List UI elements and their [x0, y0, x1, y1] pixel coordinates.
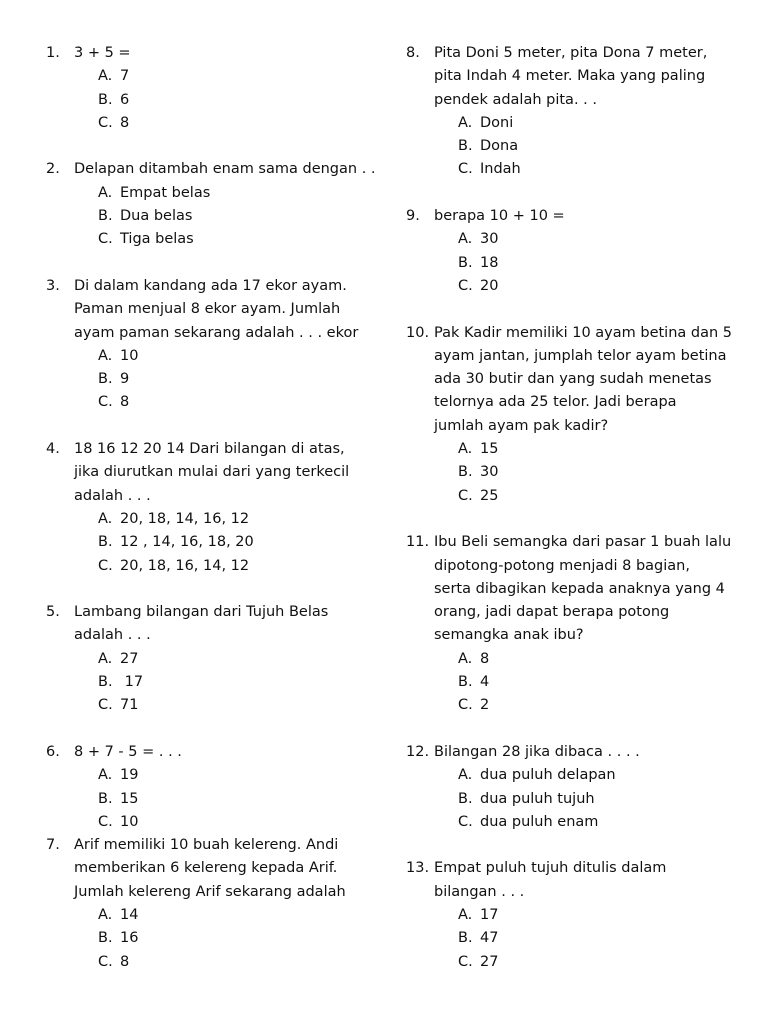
option-letter: C. — [98, 394, 113, 411]
option-letter: C. — [458, 953, 473, 970]
option-text: 20 — [480, 277, 499, 294]
option-text: 14 — [120, 906, 139, 923]
option-text: 10 — [120, 347, 139, 364]
option-text: 6 — [120, 91, 130, 108]
option-letter: B. — [98, 208, 113, 225]
question-text-line — [406, 578, 736, 601]
option-text: 15 — [480, 441, 499, 458]
option-letter: C. — [458, 697, 473, 714]
question-text-line — [46, 461, 376, 484]
question-item — [406, 531, 736, 717]
option-text: 12 , 14, 16, 18, 20 — [120, 534, 254, 551]
option-letter: A. — [98, 347, 113, 364]
option-text: 8 — [120, 953, 130, 970]
option-text: 8 — [120, 114, 130, 131]
question-text: Lambang bilangan dari Tujuh Belas — [74, 604, 329, 621]
answer-option — [406, 927, 736, 950]
question-text: Empat puluh tujuh ditulis dalam — [434, 860, 667, 877]
question-text: ada 30 butir dan yang sudah menetas — [434, 371, 712, 388]
question-text-line — [406, 857, 736, 880]
option-text: 15 — [120, 790, 139, 807]
question-text-line — [46, 42, 376, 65]
answer-option — [46, 391, 376, 414]
answer-option — [406, 112, 736, 135]
question-text-line — [406, 42, 736, 65]
answer-option — [46, 927, 376, 950]
question-number: 1. — [46, 45, 60, 61]
question-item — [46, 741, 376, 834]
option-text: 9 — [120, 371, 130, 388]
option-letter: B. — [98, 534, 113, 551]
question-number: 4. — [46, 441, 60, 458]
question-text-line — [406, 368, 736, 391]
question-text: jika diurutkan mulai dari yang terkecil — [74, 464, 350, 481]
answer-option — [406, 764, 736, 787]
option-text: dua puluh delapan — [480, 767, 616, 784]
option-letter: C. — [98, 557, 113, 574]
spacer — [46, 135, 376, 158]
question-text-line — [406, 531, 736, 554]
option-text: 27 — [120, 650, 139, 667]
option-text: 8 — [120, 394, 130, 411]
question-text: jumlah ayam pak kadir? — [434, 417, 609, 434]
answer-option — [46, 112, 376, 135]
option-text: 17 — [480, 906, 499, 923]
option-letter: A. — [458, 767, 473, 784]
option-text: Indah — [480, 161, 521, 178]
question-text: semangka anak ibu? — [434, 627, 584, 644]
question-text: adalah . . . — [74, 487, 151, 504]
question-item — [46, 158, 376, 251]
option-text: 18 — [480, 254, 499, 271]
answer-option — [46, 951, 376, 974]
question-item — [46, 275, 376, 415]
question-text-line — [46, 298, 376, 321]
answer-option — [46, 764, 376, 787]
question-text: pendek adalah pita. . . — [434, 91, 597, 108]
option-letter: C. — [458, 161, 473, 178]
option-letter: A. — [458, 906, 473, 923]
option-text: Doni — [480, 114, 514, 131]
question-text-line — [406, 881, 736, 904]
option-letter: C. — [98, 813, 113, 830]
option-letter: A. — [98, 650, 113, 667]
question-text: adalah . . . — [74, 627, 151, 644]
option-text: 4 — [480, 674, 490, 691]
question-text-line — [406, 415, 736, 438]
spacer — [406, 718, 736, 741]
option-letter: A. — [98, 906, 113, 923]
answer-option — [46, 531, 376, 554]
spacer — [46, 718, 376, 741]
spacer — [406, 834, 736, 857]
question-item — [46, 834, 376, 974]
spacer — [46, 578, 376, 601]
option-letter: B. — [458, 930, 473, 947]
option-text: dua puluh enam — [480, 813, 599, 830]
answer-option — [406, 135, 736, 158]
answer-option — [46, 368, 376, 391]
option-letter: B. — [458, 138, 473, 155]
option-letter: B. — [458, 790, 473, 807]
option-letter: B. — [98, 91, 113, 108]
option-letter: A. — [98, 68, 113, 85]
answer-option — [46, 904, 376, 927]
option-letter: A. — [98, 510, 113, 527]
question-text: 8 + 7 - 5 = . . . — [74, 743, 182, 760]
question-number: 5. — [46, 604, 60, 621]
answer-option — [406, 951, 736, 974]
answer-option — [406, 228, 736, 251]
answer-option — [406, 904, 736, 927]
option-text: 20, 18, 14, 16, 12 — [120, 510, 250, 527]
option-text: 20, 18, 16, 14, 12 — [120, 557, 250, 574]
spacer — [406, 508, 736, 531]
option-text: Tiga belas — [120, 231, 194, 248]
right-column — [406, 42, 736, 974]
answer-option — [406, 811, 736, 834]
question-text: Di dalam kandang ada 17 ekor ayam. — [74, 277, 347, 294]
question-text-line — [46, 601, 376, 624]
question-text-line — [406, 205, 736, 228]
question-text: 18 16 12 20 14 Dari bilangan di atas, — [74, 441, 345, 458]
question-item — [46, 601, 376, 717]
answer-option — [406, 485, 736, 508]
option-text: 47 — [480, 930, 499, 947]
answer-option — [46, 671, 376, 694]
answer-option — [46, 345, 376, 368]
answer-option — [406, 158, 736, 181]
option-text: 2 — [480, 697, 490, 714]
question-text-line — [406, 65, 736, 88]
question-text-line — [46, 624, 376, 647]
question-text: Pita Doni 5 meter, pita Dona 7 meter, — [434, 45, 708, 61]
question-text: serta dibagikan kepada anaknya yang 4 — [434, 580, 725, 597]
answer-option — [406, 694, 736, 717]
question-text: Jumlah kelereng Arif sekarang adalah — [74, 883, 346, 900]
option-text: 71 — [120, 697, 139, 714]
option-text: 30 — [480, 231, 499, 248]
question-text-line — [46, 857, 376, 880]
option-text: 8 — [480, 650, 490, 667]
option-text: Dua belas — [120, 208, 193, 225]
answer-option — [46, 811, 376, 834]
question-item — [406, 205, 736, 298]
question-text: Ibu Beli semangka dari pasar 1 buah lalu — [434, 534, 732, 551]
question-text: dipotong-potong menjadi 8 bagian, — [434, 557, 690, 574]
question-number: 3. — [46, 277, 60, 294]
spacer — [406, 182, 736, 205]
question-text: bilangan . . . — [434, 883, 525, 900]
answer-option — [406, 648, 736, 671]
question-text: Pak Kadir memiliki 10 ayam betina dan 5 — [434, 324, 733, 341]
question-text-line — [406, 555, 736, 578]
question-text-line — [46, 158, 376, 181]
question-text-line — [46, 438, 376, 461]
question-text: berapa 10 + 10 = — [434, 208, 565, 225]
question-number: 13. — [406, 860, 430, 877]
option-letter: B. — [458, 254, 473, 271]
question-number: 9. — [406, 208, 420, 225]
question-text: Paman menjual 8 ekor ayam. Jumlah — [74, 301, 341, 318]
question-text-line — [406, 391, 736, 414]
option-letter: B. — [458, 674, 473, 691]
spacer — [406, 298, 736, 321]
option-text: Empat belas — [120, 184, 211, 201]
answer-option — [46, 65, 376, 88]
question-text-line — [406, 345, 736, 368]
question-text-line — [46, 881, 376, 904]
option-text: 19 — [120, 767, 139, 784]
question-text-line — [46, 485, 376, 508]
option-letter: A. — [458, 231, 473, 248]
option-text: 25 — [480, 487, 499, 504]
question-text-line — [406, 601, 736, 624]
answer-option — [46, 694, 376, 717]
question-text: Delapan ditambah enam sama dengan . . — [74, 161, 376, 178]
answer-option — [46, 648, 376, 671]
question-item — [406, 322, 736, 508]
question-text: Bilangan 28 jika dibaca . . . . — [434, 743, 640, 760]
option-letter: C. — [98, 231, 113, 248]
question-text-line — [46, 834, 376, 857]
question-text: pita Indah 4 meter. Maka yang paling — [434, 68, 706, 85]
spacer — [46, 415, 376, 438]
question-item — [406, 741, 736, 834]
question-number: 6. — [46, 743, 60, 760]
question-text: ayam jantan, jumplah telor ayam betina — [434, 347, 727, 364]
answer-option — [406, 671, 736, 694]
option-letter: C. — [458, 487, 473, 504]
option-letter: A. — [458, 441, 473, 458]
question-number: 2. — [46, 161, 60, 178]
answer-option — [46, 508, 376, 531]
question-number: 11. — [406, 534, 430, 551]
question-text-line — [46, 741, 376, 764]
option-letter: A. — [458, 650, 473, 667]
left-column — [46, 42, 376, 974]
question-item — [46, 42, 376, 135]
answer-option — [46, 89, 376, 112]
answer-option — [46, 788, 376, 811]
question-item — [46, 438, 376, 578]
option-text: 27 — [480, 953, 499, 970]
question-number: 7. — [46, 837, 60, 854]
question-text: memberikan 6 kelereng kepada Arif. — [74, 860, 338, 877]
question-text: 3 + 5 = — [74, 45, 131, 61]
question-number: 10. — [406, 324, 430, 341]
option-text: Dona — [480, 138, 519, 155]
option-text: 7 — [120, 68, 130, 85]
question-number: 8. — [406, 45, 420, 61]
question-item — [406, 42, 736, 182]
option-text: 30 — [480, 464, 499, 481]
option-text: 17 — [120, 674, 144, 691]
option-letter: A. — [458, 114, 473, 131]
option-text: 16 — [120, 930, 139, 947]
question-number: 12. — [406, 743, 430, 760]
option-letter: C. — [98, 953, 113, 970]
question-text-line — [406, 322, 736, 345]
option-letter: C. — [98, 697, 113, 714]
question-text-line — [46, 322, 376, 345]
answer-option — [406, 461, 736, 484]
question-text: ayam paman sekarang adalah . . . ekor — [74, 324, 359, 341]
question-text: Arif memiliki 10 buah kelereng. Andi — [74, 837, 339, 854]
option-letter: B. — [98, 371, 113, 388]
answer-option — [46, 555, 376, 578]
answer-option — [46, 228, 376, 251]
option-letter: B. — [458, 464, 473, 481]
option-letter: B. — [98, 790, 113, 807]
question-text: orang, jadi dapat berapa potong — [434, 604, 670, 621]
option-letter: C. — [98, 114, 113, 131]
answer-option — [406, 788, 736, 811]
question-text: telornya ada 25 telor. Jadi berapa — [434, 394, 677, 411]
question-text-line — [406, 741, 736, 764]
option-letter: C. — [458, 277, 473, 294]
answer-option — [46, 205, 376, 228]
option-letter: A. — [98, 184, 113, 201]
question-text-line — [406, 624, 736, 647]
option-letter: B. — [98, 930, 113, 947]
question-text-line — [406, 89, 736, 112]
answer-option — [406, 275, 736, 298]
answer-option — [406, 438, 736, 461]
option-letter: C. — [458, 813, 473, 830]
spacer — [46, 252, 376, 275]
option-letter: B. — [98, 674, 113, 691]
option-text: 10 — [120, 813, 139, 830]
answer-option — [406, 252, 736, 275]
question-text-line — [46, 275, 376, 298]
option-letter: A. — [98, 767, 113, 784]
option-text: dua puluh tujuh — [480, 790, 595, 807]
question-item — [406, 857, 736, 973]
answer-option — [46, 182, 376, 205]
